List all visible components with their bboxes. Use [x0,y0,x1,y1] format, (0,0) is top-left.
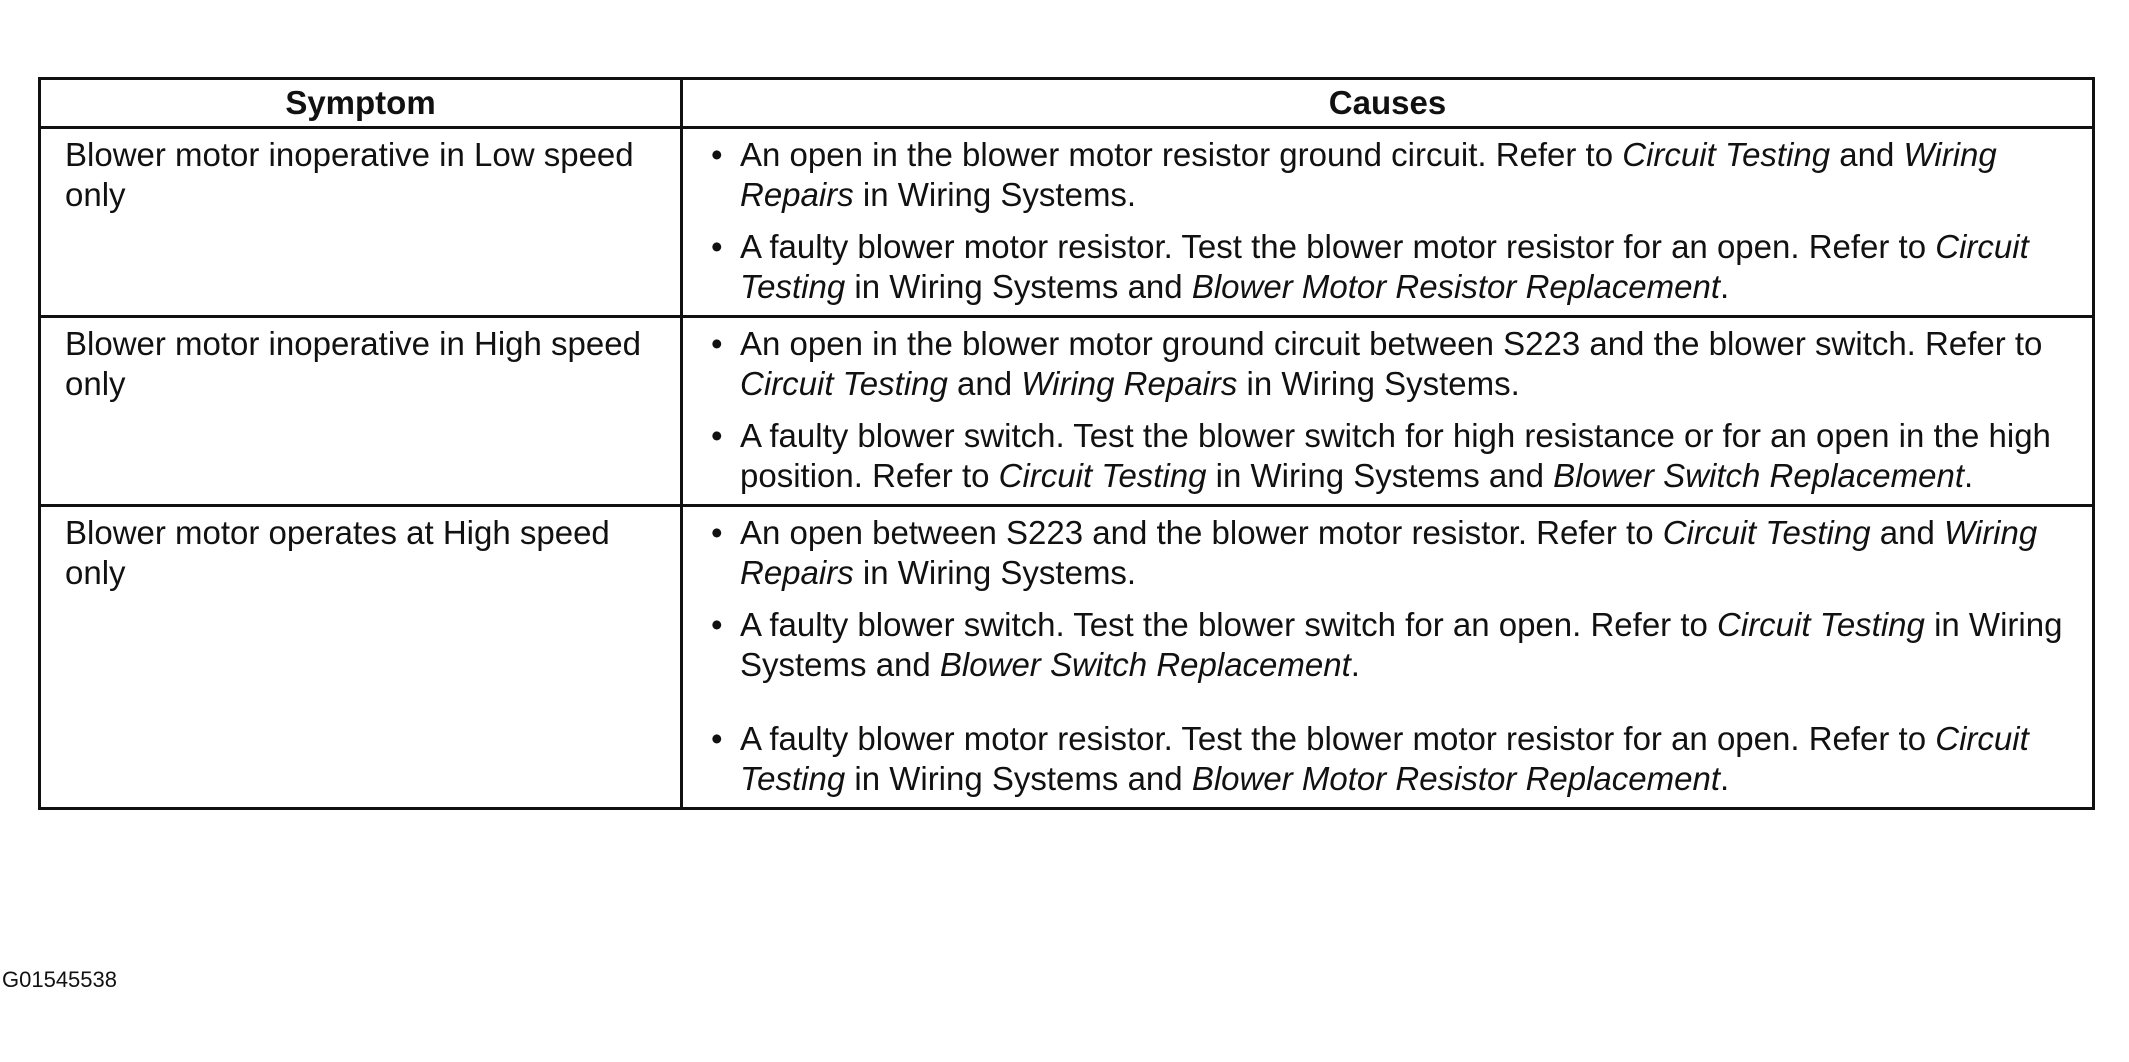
cause-list [703,135,2074,307]
cross-reference: Circuit Testing [1622,136,1831,173]
cause-item [703,135,2074,215]
cause-text: and [1830,136,1904,173]
causes-cell [682,128,2094,317]
cause-text: in Wiring Systems and [1206,457,1554,494]
cross-reference: Blower Switch Replacement [939,646,1351,683]
cross-reference: Circuit Testing [740,228,2029,305]
column-header-causes: Causes [682,79,2094,128]
cause-item [703,416,2074,496]
cross-reference: Blower Motor Resistor Replacement [1191,760,1721,797]
symptom-cell: Blower motor inoperative in Low speed only [40,128,682,317]
cause-text: . [1963,457,1974,494]
cross-reference: Wiring Repairs [740,514,2038,591]
bullet-icon: • [711,417,723,454]
table-row [40,128,2094,317]
cause-text: An open between S223 and the blower motor resistor. Refer to [740,514,1663,551]
cause-text: An open in the blower motor resistor ground circuit. Refer to [740,136,1623,173]
bullet-icon: • [711,228,723,265]
cross-reference: Circuit Testing [740,365,948,402]
cross-reference: Circuit Testing [1717,606,1925,643]
table-header-row [40,79,2094,128]
cause-text: A faulty blower switch. Test the blower switch for high resistance or for an open in the high position. Refer to [740,417,2051,494]
figure-id: G01545538 [2,967,117,992]
bullet-icon: • [711,720,723,757]
cross-reference: Wiring Repairs [740,136,1997,213]
cause-text: in Wiring Systems. [853,176,1137,213]
cause-text: A faulty blower motor resistor. Test the blower motor resistor for an open. Refer to [740,228,1936,265]
cause-text: . [1720,268,1730,305]
bullet-icon: • [711,606,723,643]
cause-item [703,719,2074,799]
cross-reference: Blower Switch Replacement [1553,457,1964,494]
bullet-icon: • [711,136,723,173]
cause-text: An open in the blower motor ground circuit between S223 and the blower switch. Refer to [740,325,2043,362]
causes-cell [682,506,2094,809]
cross-reference: Circuit Testing [998,457,1207,494]
cause-item [703,513,2074,593]
bullet-icon: • [711,325,723,362]
cross-reference: Wiring Repairs [1021,365,1238,402]
cause-text: . [1350,646,1360,683]
cross-reference: Circuit Testing [740,720,2029,797]
cause-text: in Wiring Systems. [1237,365,1520,402]
cause-list [703,513,2074,799]
table-body [40,128,2094,809]
cause-text: A faulty blower motor resistor. Test the blower motor resistor for an open. Refer to [740,720,1936,757]
cause-text: and [1870,514,1944,551]
cause-item [703,227,2074,307]
cross-reference: Circuit Testing [1662,514,1871,551]
cause-text: in Wiring Systems and [845,760,1192,797]
cause-text: . [1720,760,1730,797]
cause-item [703,605,2074,685]
table-row [40,317,2094,506]
causes-cell [682,317,2094,506]
cause-item [703,324,2074,404]
cause-list [703,324,2074,496]
cause-text: in Wiring Systems and [845,268,1192,305]
diagnosis-table [38,77,2095,810]
cause-text: in Wiring Systems. [853,554,1137,591]
cause-text: in Wiring Systems and [740,606,2063,683]
bullet-icon: • [711,514,723,551]
cause-text: and [947,365,1022,402]
symptom-cell: Blower motor operates at High speed only [40,506,682,809]
cross-reference: Blower Motor Resistor Replacement [1191,268,1721,305]
column-header-symptom: Symptom [40,79,682,128]
cause-text: A faulty blower switch. Test the blower switch for an open. Refer to [740,606,1718,643]
table-row [40,506,2094,809]
symptom-cell: Blower motor inoperative in High speed only [40,317,682,506]
